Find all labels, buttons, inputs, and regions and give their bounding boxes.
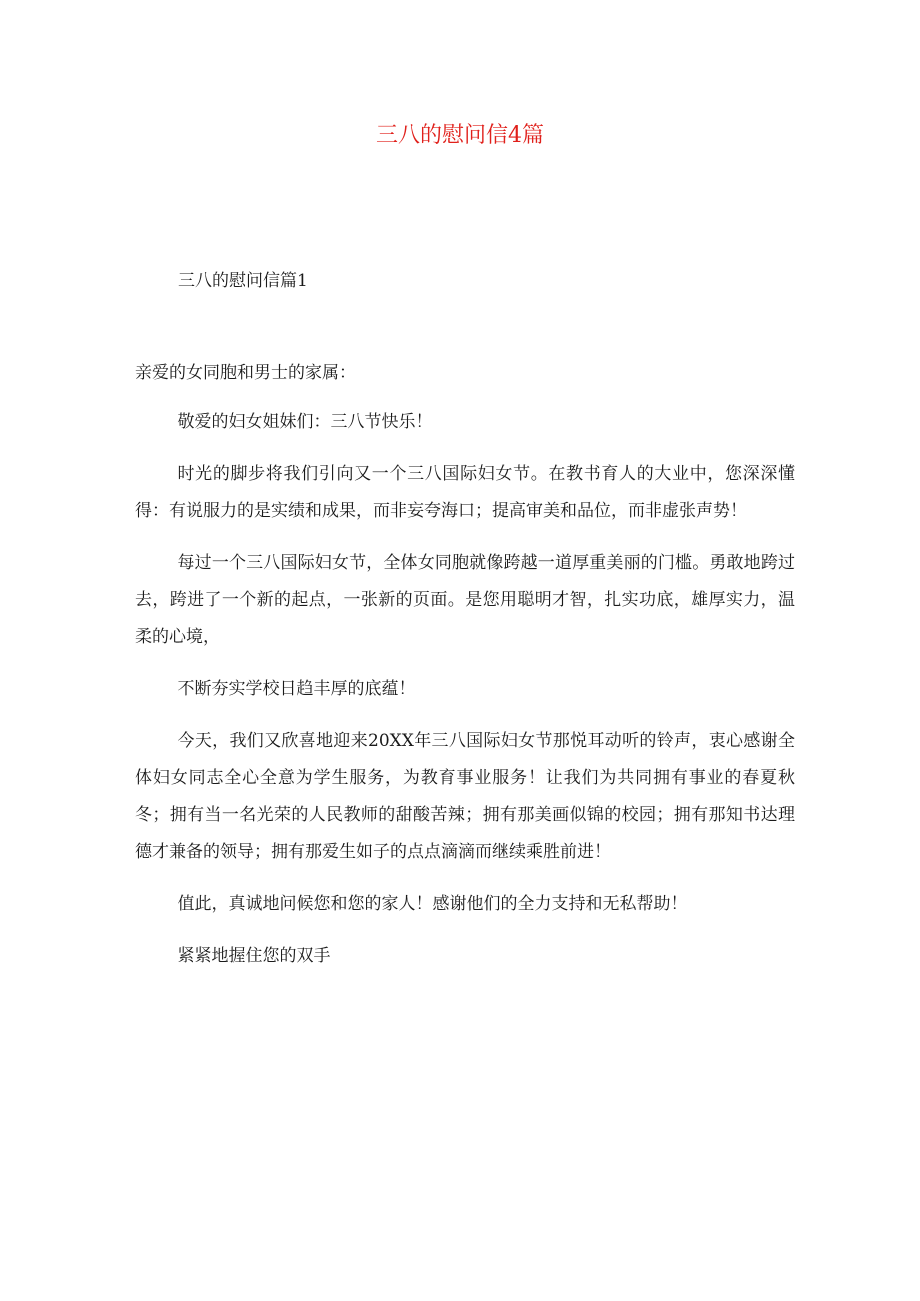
section-heading: 三八的慰问信篇1 bbox=[178, 271, 308, 291]
salutation: 亲爱的女同胞和男士的家属： bbox=[135, 363, 356, 383]
paragraph: 今天，我们又欣喜地迎来20XX年三八国际妇女节那悦耳动听的铃声，衷心感谢全体妇女同志全心全意为学生服务，为教育事业服务！让我们为共同拥有事业的春夏秋冬；拥有当一名光荣的人民教师的甜酸苦辣；拥有那美画似锦的校园；拥有那知书达理德才兼备的领导；拥有那爱生如子的点点滴滴而继续乘胜前进！ bbox=[135, 731, 795, 862]
paragraph: 紧紧地握住您的双手 bbox=[177, 946, 331, 966]
paragraph: 值此，真诚地问候您和您的家人！感谢他们的全力支持和无私帮助！ bbox=[177, 894, 688, 914]
document-title: 三八的慰问信4篇 bbox=[376, 123, 544, 148]
letter-body bbox=[135, 404, 795, 990]
paragraph: 不断夯实学校日趋丰厚的底蕴！ bbox=[177, 679, 416, 699]
paragraph: 每过一个三八国际妇女节，全体女同胞就像跨越一道厚重美丽的门槛。勇敢地跨过去，跨进了一个新的起点，一张新的页面。是您用聪明才智，扎实功底，雄厚实力，温柔的心境， bbox=[135, 553, 795, 647]
paragraph: 时光的脚步将我们引向又一个三八国际妇女节。在教书育人的大业中，您深深懂得：有说服力的是实绩和成果，而非妄夸海口；提高审美和品位，而非虚张声势！ bbox=[135, 464, 795, 521]
paragraph: 敬爱的妇女姐妹们：三八节快乐！ bbox=[177, 412, 433, 432]
